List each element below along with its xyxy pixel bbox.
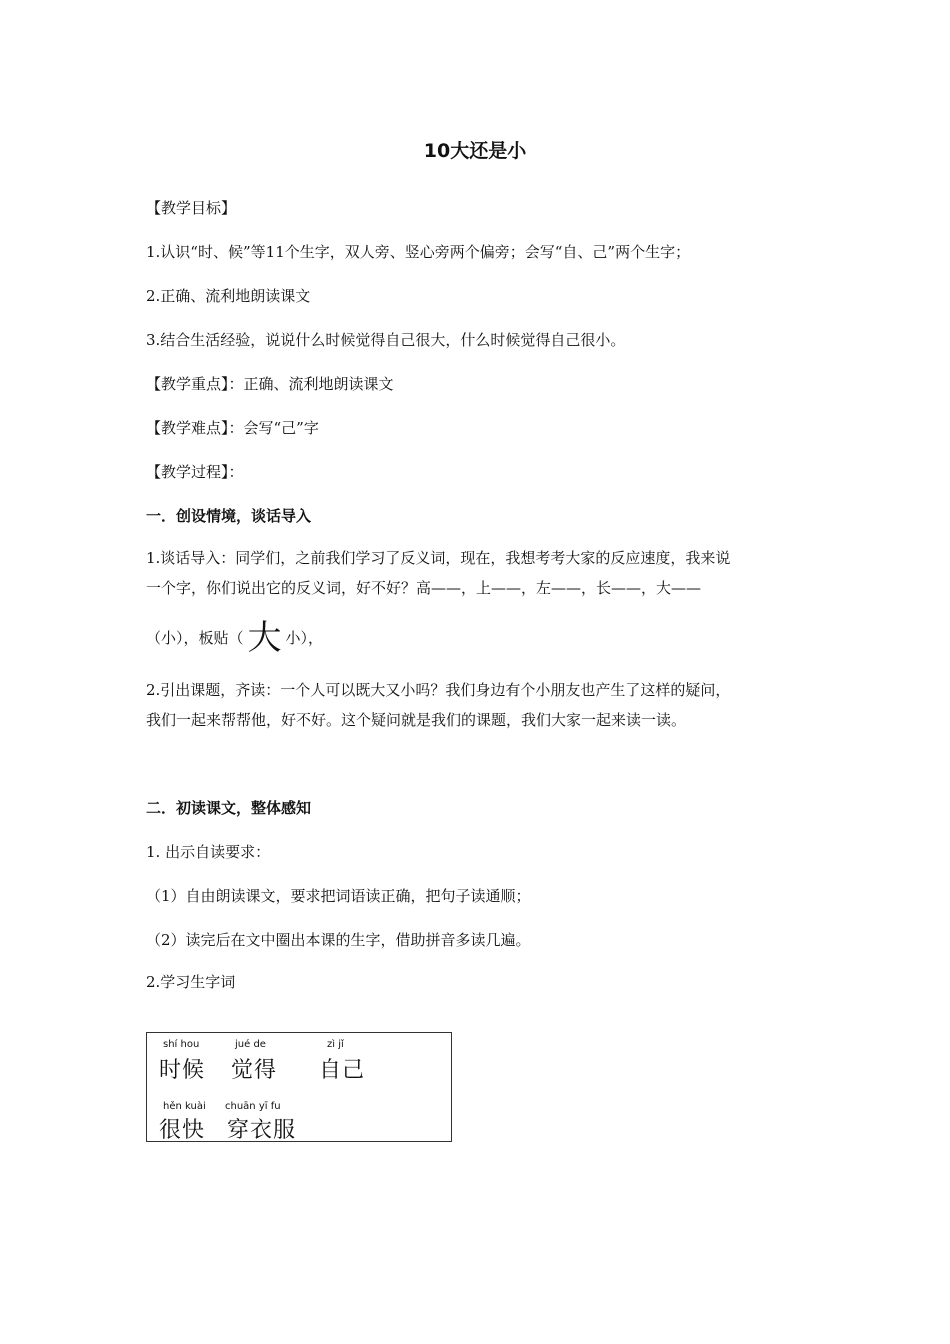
vocabulary-card bbox=[146, 1032, 452, 1142]
board-character-large: 大 bbox=[247, 618, 282, 658]
section-2-item-1: 1. 出示自读要求： bbox=[146, 843, 271, 861]
line-3-after: 小）， bbox=[285, 629, 324, 647]
pinyin-henkuai: hěn kuài bbox=[163, 1101, 206, 1112]
objective-1: 1.认识“时、候”等11个生字，双人旁、竖心旁两个偏旁；会写“自、己”两个生字； bbox=[146, 243, 691, 261]
process-heading: 【教学过程】： bbox=[146, 463, 244, 481]
word-shihou: 时候 bbox=[159, 1058, 206, 1083]
pinyin-chuanyifu: chuān yī fu bbox=[225, 1101, 281, 1112]
section-1-p1-line-3 bbox=[146, 618, 811, 658]
word-ziji: 自己 bbox=[319, 1058, 366, 1083]
word-juede: 觉得 bbox=[231, 1058, 278, 1083]
section-1-p2-line-2: 我们一起来帮帮他，好不好。这个疑问就是我们的课题，我们大家一起来读一读。 bbox=[146, 711, 687, 729]
section-1-p1-line-2: 一个字，你们说出它的反义词，好不好？高——，上——，左——，长——，大—— bbox=[146, 579, 702, 597]
key-point: 【教学重点】：正确、流利地朗读课文 bbox=[146, 375, 394, 393]
difficulty: 【教学难点】：会写“己”字 bbox=[146, 419, 319, 437]
objective-2: 2.正确、流利地朗读课文 bbox=[146, 287, 311, 305]
section-1-p1-line-1: 1.谈话导入：同学们，之前我们学习了反义词，现在，我想考考大家的反应速度，我来说 bbox=[146, 549, 731, 567]
objective-3: 3.结合生活经验，说说什么时候觉得自己很大，什么时候觉得自己很小。 bbox=[146, 331, 626, 349]
section-2-item-2: 2.学习生字词 bbox=[146, 973, 236, 991]
requirement-1: （1）自由朗读课文，要求把词语读正确，把句子读通顺； bbox=[146, 887, 531, 905]
objectives-heading: 【教学目标】 bbox=[146, 199, 237, 217]
section-1-p2-line-1: 2.引出课题，齐读：一个人可以既大又小吗？我们身边有个小朋友也产生了这样的疑问， bbox=[146, 681, 731, 699]
section-1-heading: 一．创设情境，谈话导入 bbox=[146, 507, 312, 525]
word-chuanyifu: 穿衣服 bbox=[227, 1118, 297, 1143]
line-3-before: （小），板贴（ bbox=[146, 629, 244, 647]
requirement-2: （2）读完后在文中圈出本课的生字，借助拼音多读几遍。 bbox=[146, 931, 531, 949]
pinyin-ziji: zì jǐ bbox=[327, 1039, 344, 1050]
page-title: 10大还是小 bbox=[423, 140, 527, 162]
word-henkuai: 很快 bbox=[159, 1118, 206, 1143]
section-2-heading: 二．初读课文，整体感知 bbox=[146, 799, 312, 817]
pinyin-jiede: jué de bbox=[235, 1039, 266, 1050]
pinyin-shihou: shí hou bbox=[163, 1039, 200, 1050]
